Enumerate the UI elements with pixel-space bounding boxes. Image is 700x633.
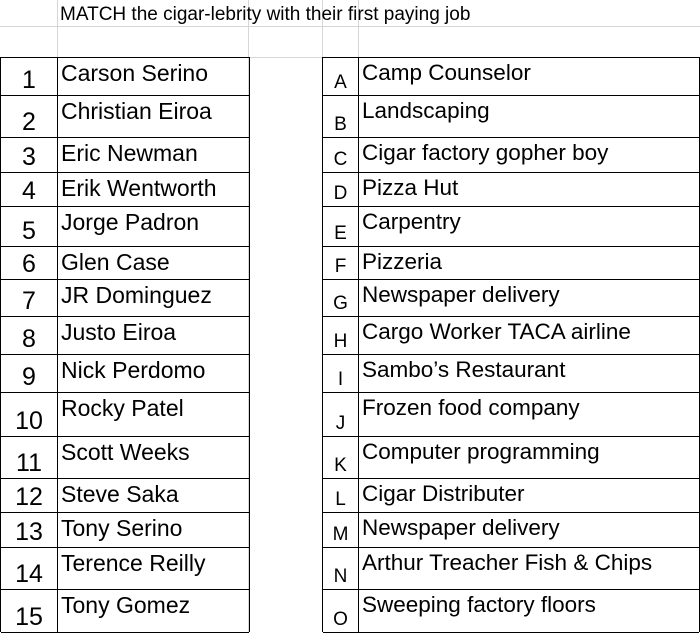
person-number: 10 [15,407,43,435]
person-name: Christian Eiroa [61,98,212,124]
job-letter: G [333,293,348,314]
person-row [1,58,249,96]
person-name: Erik Wentworth [61,175,217,201]
job-letter-cell [323,207,359,246]
job-letter-cell [323,513,359,547]
person-number: 7 [22,287,36,315]
job-name: Newspaper delivery [362,515,560,540]
job-letter: H [333,331,348,352]
person-name-cell [58,548,249,589]
job-cell [359,317,699,354]
person-name: Scott Weeks [61,439,190,465]
person-name-cell [58,479,249,512]
person-row [1,548,249,590]
job-letter-cell [323,355,359,392]
person-number: 4 [22,177,36,205]
person-name: Glen Case [61,249,170,275]
person-name: Tony Serino [61,515,183,541]
person-number-cell [1,355,58,392]
person-number: 11 [16,449,42,477]
job-row [323,138,699,173]
person-name-cell [58,173,249,206]
job-cell [359,138,699,172]
person-number-cell [1,173,58,206]
job-cell [359,280,699,316]
job-letter-cell [323,96,359,137]
job-name: Frozen food company [362,395,580,420]
person-number: 5 [22,217,36,245]
job-row [323,58,699,96]
person-name-cell [58,513,249,547]
job-row [323,513,699,548]
job-row [323,317,699,355]
job-cell [359,479,699,512]
job-row [323,393,699,437]
person-number: 15 [15,603,43,631]
person-number-cell [1,96,58,137]
person-number: 6 [22,250,36,278]
person-row [1,138,249,173]
people-table [0,57,250,632]
job-cell [359,355,699,392]
person-name-cell [58,317,249,354]
person-row [1,393,249,437]
person-number: 3 [22,143,36,171]
job-cell [359,590,699,632]
job-cell [359,96,699,137]
person-number-cell [1,317,58,354]
person-name-cell [58,207,249,246]
job-letter: D [333,183,348,204]
person-name: Carson Serino [61,60,209,86]
person-row [1,207,249,247]
job-name: Cigar factory gopher boy [362,140,609,165]
person-number: 12 [15,483,43,511]
job-letter: I [337,369,344,390]
person-name: Rocky Patel [61,395,184,421]
job-name: Pizza Hut [362,175,459,200]
job-name: Computer programming [362,439,600,464]
job-letter-cell [323,173,359,206]
gridline [0,26,700,27]
job-name: Landscaping [362,98,490,123]
person-name-cell [58,437,249,478]
person-name-cell [58,590,249,632]
person-number-cell [1,548,58,589]
job-name: Pizzeria [362,249,443,274]
job-letter: M [332,524,349,545]
job-name: Camp Counselor [362,60,531,85]
job-row [323,173,699,207]
job-cell [359,207,699,246]
person-row [1,355,249,393]
job-letter: N [333,566,348,587]
job-letter: K [334,455,347,476]
person-row [1,317,249,355]
job-name: Sweeping factory floors [362,592,596,617]
person-number-cell [1,207,58,246]
job-row [323,280,699,317]
job-letter-cell [323,548,359,589]
job-letter-cell [323,590,359,632]
person-number-cell [1,513,58,547]
person-name: Justo Eiroa [61,319,177,345]
job-cell [359,173,699,206]
person-row [1,513,249,548]
person-number: 9 [22,363,36,391]
person-row [1,247,249,280]
person-number-cell [1,479,58,512]
person-number: 8 [22,325,36,353]
jobs-table [322,57,700,632]
job-letter: E [334,223,347,244]
job-letter: J [335,413,346,434]
person-name: Nick Perdomo [61,357,206,383]
job-letter-cell [323,280,359,316]
job-row [323,355,699,393]
job-row [323,247,699,280]
person-row [1,280,249,317]
job-row [323,590,699,633]
person-name: Tony Gomez [61,592,191,618]
job-row [323,548,699,590]
job-cell [359,437,699,478]
job-name: Arthur Treacher Fish & Chips [362,550,653,575]
person-number: 1 [22,66,36,94]
job-letter-cell [323,247,359,279]
job-letter: B [334,114,347,135]
job-cell [359,393,699,436]
person-number: 2 [22,108,36,136]
person-name-cell [58,280,249,316]
person-number-cell [1,247,58,279]
person-name: JR Dominguez [61,282,212,308]
job-letter: C [333,149,348,170]
job-row [323,207,699,247]
person-name-cell [58,96,249,137]
person-number-cell [1,58,58,95]
person-row [1,437,249,479]
person-row [1,590,249,633]
job-name: Newspaper delivery [362,282,560,307]
person-number-cell [1,437,58,478]
job-letter-cell [323,437,359,478]
job-name: Sambo’s Restaurant [362,357,566,382]
person-name: Steve Saka [61,481,179,507]
person-name-cell [58,355,249,392]
person-name: Jorge Padron [61,209,200,235]
page-title: MATCH the cigar-lebrity with their first paying job [60,4,471,25]
person-name-cell [58,393,249,436]
job-cell [359,513,699,547]
person-name-cell [58,247,249,279]
job-letter-cell [323,479,359,512]
person-number: 13 [15,518,43,546]
person-name: Eric Newman [61,140,198,166]
person-number: 14 [15,560,43,588]
person-name-cell [58,138,249,172]
job-cell [359,548,699,589]
job-letter-cell [323,317,359,354]
person-name-cell [58,58,249,95]
person-number-cell [1,280,58,316]
job-name: Cargo Worker TACA airline [362,319,631,344]
job-row [323,437,699,479]
person-number-cell [1,393,58,436]
person-row [1,173,249,207]
job-letter-cell [323,138,359,172]
job-letter: L [335,489,346,510]
job-letter-cell [323,393,359,436]
person-name: Terence Reilly [61,550,206,576]
person-row [1,479,249,513]
job-cell [359,58,699,95]
job-name: Carpentry [362,209,461,234]
job-letter: O [333,609,348,630]
job-row [323,479,699,513]
person-number-cell [1,590,58,632]
job-letter-cell [323,58,359,95]
job-letter: F [334,256,347,277]
job-name: Cigar Distributer [362,481,525,506]
job-row [323,96,699,138]
job-cell [359,247,699,279]
person-row [1,96,249,138]
job-letter: A [334,72,347,93]
person-number-cell [1,138,58,172]
